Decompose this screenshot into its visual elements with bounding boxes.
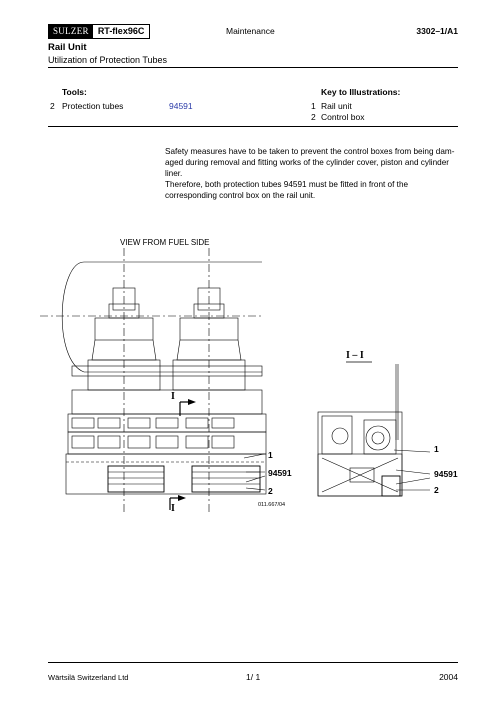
tools-heading: Tools: [62, 87, 87, 97]
page-subtitle: Utilization of Protection Tubes [48, 55, 168, 65]
tool-name: Protection tubes [62, 101, 124, 111]
callout-1-left: 1 [268, 450, 273, 460]
safety-paragraph-2: Therefore, both protection tubes 94591 must be fitted in front of the corresponding control box on the rail unit. [165, 180, 409, 200]
engine-model: RT-flex96C [97, 26, 145, 36]
section-marker-top: I [171, 391, 175, 402]
page-number: 1/ 1 [246, 672, 261, 682]
footer-company: Wärtsilä Switzerland Ltd [48, 673, 129, 682]
tool-code-link[interactable]: 94591 [169, 101, 193, 111]
document-code: 3302–1/A1 [416, 26, 458, 36]
key-label-1: Rail unit [321, 101, 352, 111]
tool-qty: 2 [50, 101, 55, 111]
page-title: Rail Unit [48, 42, 87, 53]
section-view-title: I – I [346, 350, 364, 361]
cylinder-outline [62, 262, 84, 372]
key-num-2: 2 [311, 112, 316, 122]
key-num-1: 1 [311, 101, 316, 111]
section-marker-bottom: I [171, 503, 175, 514]
callout-2-left: 2 [268, 486, 273, 496]
callout-2-right: 2 [434, 485, 439, 495]
key-heading: Key to Illustrations: [321, 87, 401, 97]
callout-1-right: 1 [434, 444, 439, 454]
brand-name: SULZER [49, 25, 93, 38]
footer-divider [48, 662, 458, 663]
drawing-reference: 011.667/04 [258, 502, 286, 508]
footer-year: 2004 [439, 672, 458, 682]
key-label-2: Control box [321, 112, 365, 122]
section-label: Maintenance [226, 26, 275, 36]
safety-paragraph-1: Safety measures have to be taken to prevent the control boxes from being damaged during removal and fitting works of the cylinder cover, piston and cylinder liner. [165, 147, 455, 178]
figure-caption: VIEW FROM FUEL SIDE [120, 238, 210, 247]
callout-tool-right: 94591 [434, 469, 458, 479]
callout-tool-left: 94591 [268, 468, 292, 478]
